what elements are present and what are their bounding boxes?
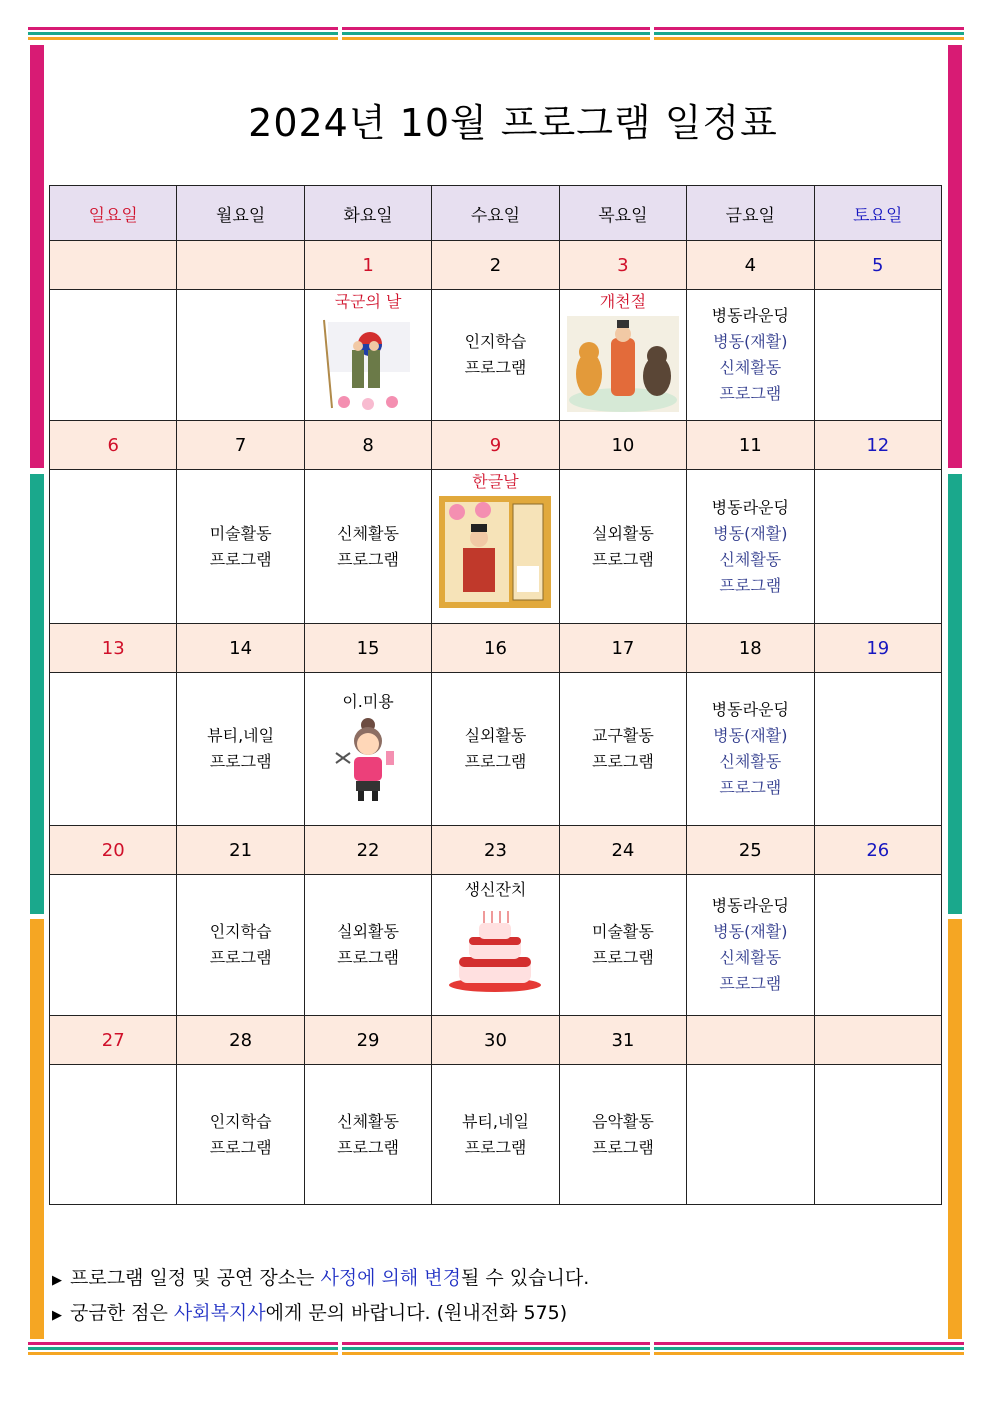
event-cell — [687, 875, 814, 1016]
event-cell — [304, 470, 431, 624]
note-line — [52, 1262, 589, 1297]
event-line: 신체활동 — [337, 1111, 399, 1131]
event-line: 프로그램 — [464, 1137, 527, 1157]
weekday-monday: 월요일 — [177, 186, 304, 241]
date-cell: 25 — [687, 826, 814, 875]
event-line: 프로그램 — [591, 752, 654, 771]
date-cell: 28 — [177, 1016, 304, 1065]
event-line: 신체활동 — [719, 948, 782, 967]
note-text: 프로그램 일정 및 공연 장소는 — [70, 1267, 321, 1289]
date-row — [50, 421, 942, 470]
event-cell — [50, 673, 177, 826]
event-line: 프로그램 — [464, 358, 527, 377]
event-cell — [687, 673, 814, 826]
bullet-triangle-icon: ▶ — [52, 1273, 62, 1288]
weekday-thursday: 목요일 — [559, 186, 686, 241]
date-cell: 13 — [50, 624, 177, 673]
event-cell — [814, 1065, 941, 1205]
event-line: 신체활동 — [719, 358, 782, 377]
weekday-saturday: 토요일 — [814, 186, 941, 241]
event-line: 뷰티,네일 — [207, 726, 275, 745]
date-cell: 2 — [432, 241, 559, 290]
event-line: 병동(재활) — [713, 332, 788, 351]
event-cell — [432, 1065, 559, 1205]
calendar-table — [49, 185, 942, 1205]
event-line: 프로그램 — [337, 549, 399, 569]
event-cell — [304, 1065, 431, 1205]
event-cell — [559, 470, 686, 624]
weekday-tuesday: 화요일 — [304, 186, 431, 241]
date-cell: 4 — [687, 241, 814, 290]
event-line: 병동라운딩 — [711, 497, 789, 517]
event-line: 병동(재활) — [713, 726, 788, 745]
event-line: 병동(재활) — [713, 922, 788, 941]
date-cell: 12 — [814, 421, 941, 470]
holiday-label: 한글날 — [472, 472, 519, 491]
date-row — [50, 241, 942, 290]
king-sejong-hangul-icon — [439, 496, 551, 608]
event-line: 교구활동 — [591, 726, 654, 745]
date-cell: 1 — [304, 241, 431, 290]
top-border-stripes — [28, 27, 964, 41]
date-cell: 8 — [304, 421, 431, 470]
event-line: 프로그램 — [337, 948, 399, 967]
event-line: 프로그램 — [591, 1137, 654, 1157]
event-cell — [432, 290, 559, 421]
date-cell: 20 — [50, 826, 177, 875]
weekday-sunday: 일요일 — [50, 186, 177, 241]
event-row — [50, 470, 942, 624]
event-line: 프로그램 — [591, 549, 654, 569]
event-row — [50, 1065, 942, 1205]
event-line: 프로그램 — [591, 948, 654, 967]
event-line: 프로그램 — [719, 974, 782, 993]
event-cell — [177, 875, 304, 1016]
weekday-wednesday: 수요일 — [432, 186, 559, 241]
event-line: 병동(재활) — [713, 523, 788, 543]
event-line: 프로그램 — [464, 752, 527, 771]
hairdresser-girl-icon — [330, 717, 406, 803]
event-cell — [432, 470, 559, 624]
date-cell: 6 — [50, 421, 177, 470]
weekday-header-row — [50, 186, 942, 241]
date-cell: 29 — [304, 1016, 431, 1065]
event-cell — [177, 673, 304, 826]
event-cell — [177, 470, 304, 624]
notes — [52, 1262, 589, 1332]
page-title: 2024년 10월 프로그램 일정표 — [248, 101, 778, 145]
right-border-orange — [948, 919, 962, 1339]
event-cell — [687, 470, 814, 624]
event-line: 인지학습 — [209, 1111, 272, 1131]
date-cell: 3 — [559, 241, 686, 290]
event-cell — [432, 673, 559, 826]
note-text: 궁금한 점은 — [70, 1302, 174, 1324]
event-cell — [814, 290, 941, 421]
date-cell: 7 — [177, 421, 304, 470]
date-cell — [687, 1016, 814, 1065]
date-cell: 9 — [432, 421, 559, 470]
date-cell: 31 — [559, 1016, 686, 1065]
event-row — [50, 673, 942, 826]
event-line: 신체활동 — [337, 523, 399, 543]
holiday-label: 국군의 날 — [334, 292, 402, 311]
date-cell — [177, 241, 304, 290]
event-title: 생신잔치 — [464, 880, 527, 899]
date-row — [50, 1016, 942, 1065]
date-cell: 10 — [559, 421, 686, 470]
date-cell — [814, 1016, 941, 1065]
event-row — [50, 290, 942, 421]
event-line: 인지학습 — [209, 922, 272, 941]
event-line: 프로그램 — [337, 1137, 399, 1157]
event-line: 실외활동 — [337, 922, 399, 941]
event-line: 병동라운딩 — [711, 896, 789, 915]
event-line: 신체활동 — [719, 549, 782, 569]
event-line: 프로그램 — [719, 384, 782, 403]
event-cell — [304, 290, 431, 421]
event-cell — [177, 290, 304, 421]
event-cell — [559, 290, 686, 421]
date-row — [50, 826, 942, 875]
date-cell: 27 — [50, 1016, 177, 1065]
date-row — [50, 624, 942, 673]
date-cell — [50, 241, 177, 290]
bottom-border-stripes — [28, 1342, 964, 1356]
event-line: 미술활동 — [591, 922, 654, 941]
right-border-green — [948, 474, 962, 914]
note-text: 에게 문의 바랍니다. (원내전화 575) — [265, 1302, 568, 1324]
weekday-friday: 금요일 — [687, 186, 814, 241]
date-cell: 26 — [814, 826, 941, 875]
date-cell: 11 — [687, 421, 814, 470]
event-line: 실외활동 — [464, 726, 527, 745]
event-cell — [50, 290, 177, 421]
note-line — [52, 1297, 589, 1332]
event-line: 실외활동 — [591, 523, 654, 543]
event-cell — [177, 1065, 304, 1205]
note-highlight: 사정에 의해 변경 — [320, 1267, 462, 1289]
date-cell: 22 — [304, 826, 431, 875]
event-cell — [559, 875, 686, 1016]
date-cell: 16 — [432, 624, 559, 673]
event-line: 인지학습 — [464, 332, 527, 351]
event-line: 병동라운딩 — [711, 700, 789, 719]
event-line: 미술활동 — [209, 523, 272, 543]
date-cell: 23 — [432, 826, 559, 875]
date-cell: 5 — [814, 241, 941, 290]
soldiers-salute-icon — [318, 316, 418, 412]
holiday-label: 개천절 — [599, 292, 647, 311]
date-cell: 19 — [814, 624, 941, 673]
date-cell: 15 — [304, 624, 431, 673]
date-cell: 17 — [559, 624, 686, 673]
event-line: 음악활동 — [591, 1111, 654, 1131]
event-cell — [50, 1065, 177, 1205]
event-cell — [50, 875, 177, 1016]
date-cell: 24 — [559, 826, 686, 875]
date-cell: 30 — [432, 1016, 559, 1065]
event-line: 프로그램 — [209, 752, 272, 771]
date-cell: 14 — [177, 624, 304, 673]
event-cell — [814, 875, 941, 1016]
event-line: 병동라운딩 — [711, 306, 789, 325]
event-line: 프로그램 — [719, 778, 782, 797]
event-cell — [304, 875, 431, 1016]
event-line: 뷰티,네일 — [462, 1111, 529, 1131]
event-cell — [814, 470, 941, 624]
event-row — [50, 875, 942, 1016]
event-line: 프로그램 — [209, 549, 272, 569]
event-line: 프로그램 — [209, 948, 272, 967]
event-cell — [304, 673, 431, 826]
left-border-orange — [30, 919, 44, 1339]
event-cell — [687, 290, 814, 421]
event-cell — [814, 673, 941, 826]
note-highlight: 사회복지사 — [173, 1302, 266, 1324]
date-cell: 18 — [687, 624, 814, 673]
event-cell — [559, 673, 686, 826]
event-cell — [559, 1065, 686, 1205]
left-border-green — [30, 474, 44, 914]
event-line: 신체활동 — [719, 752, 782, 771]
event-cell — [687, 1065, 814, 1205]
birthday-cake-icon — [445, 905, 545, 993]
event-line: 프로그램 — [209, 1137, 272, 1157]
note-text: 될 수 있습니다. — [461, 1267, 590, 1289]
event-title: 이.미용 — [342, 692, 394, 711]
bullet-triangle-icon: ▶ — [52, 1308, 62, 1323]
event-line: 프로그램 — [719, 575, 782, 595]
date-cell: 21 — [177, 826, 304, 875]
event-cell — [432, 875, 559, 1016]
event-cell — [50, 470, 177, 624]
dangun-tiger-bear-icon — [567, 316, 679, 412]
